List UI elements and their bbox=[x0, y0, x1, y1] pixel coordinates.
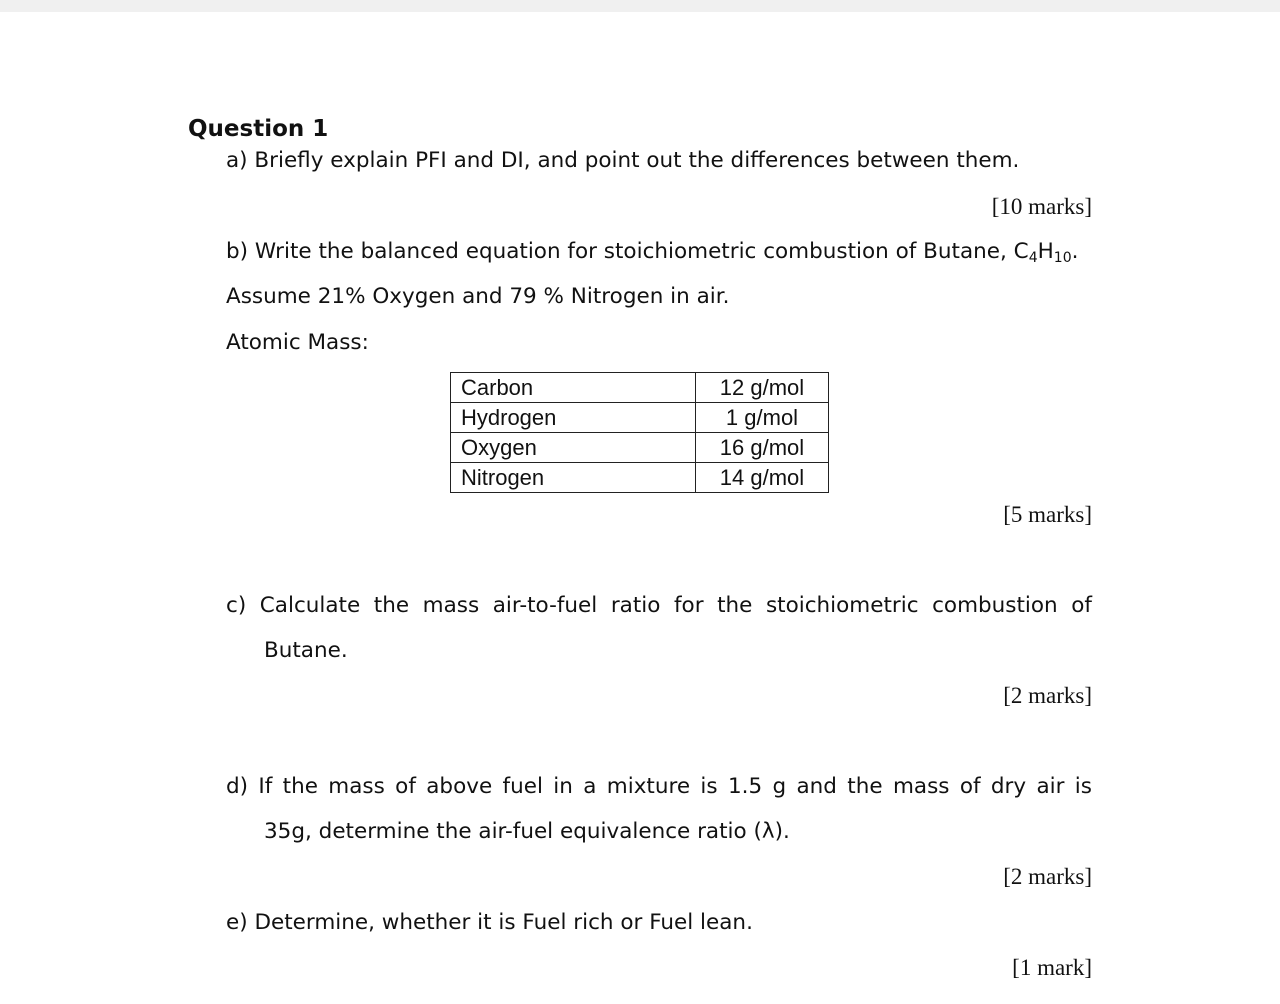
atomic-mass-table bbox=[450, 372, 829, 493]
table-row bbox=[451, 403, 829, 433]
part-d-marks: [2 marks] bbox=[1003, 864, 1092, 889]
element-cell: Hydrogen bbox=[451, 403, 696, 433]
part-b-text-before: b) Write the balanced equation for stoichiometric combustion of Butane, C bbox=[226, 239, 1029, 264]
part-d-line2: 35g, determine the air-fuel equivalence ratio (λ). bbox=[264, 819, 790, 844]
element-cell: Nitrogen bbox=[451, 463, 696, 493]
part-d-line1-text: d) If the mass of above fuel in a mixture is 1.5 g and the mass of dry air is bbox=[226, 774, 1092, 799]
part-b-atomic-mass-label: Atomic Mass: bbox=[226, 330, 369, 355]
top-strip bbox=[0, 0, 1280, 12]
part-b-marks: [5 marks] bbox=[1003, 502, 1092, 527]
part-c-line1-text: c) Calculate the mass air-to-fuel ratio for the stoichiometric combustion of bbox=[226, 593, 1092, 618]
part-b-subscript-10: 10 bbox=[1053, 250, 1072, 266]
part-b-text-after: . bbox=[1071, 239, 1079, 264]
element-cell: Carbon bbox=[451, 373, 696, 403]
table-row bbox=[451, 433, 829, 463]
table-row bbox=[451, 463, 829, 493]
part-c-line2: Butane. bbox=[264, 638, 348, 663]
part-b-text-mid: H bbox=[1037, 239, 1054, 264]
mass-cell: 1 g/mol bbox=[696, 403, 829, 433]
mass-cell: 16 g/mol bbox=[696, 433, 829, 463]
part-b-text bbox=[226, 239, 1078, 266]
mass-cell: 14 g/mol bbox=[696, 463, 829, 493]
part-a-text: a) Briefly explain PFI and DI, and point out the differences between them. bbox=[226, 148, 1020, 173]
part-d-line1 bbox=[226, 774, 1092, 799]
part-e-text: e) Determine, whether it is Fuel rich or Fuel lean. bbox=[226, 910, 753, 935]
part-e-marks: [1 mark] bbox=[1012, 955, 1092, 980]
mass-cell: 12 g/mol bbox=[696, 373, 829, 403]
part-c-line1 bbox=[226, 593, 1092, 618]
part-a-marks: [10 marks] bbox=[991, 194, 1092, 219]
part-b-subscript-4: 4 bbox=[1028, 250, 1038, 266]
part-b-assumption: Assume 21% Oxygen and 79 % Nitrogen in air. bbox=[226, 284, 730, 309]
part-c-marks: [2 marks] bbox=[1003, 683, 1092, 708]
element-cell: Oxygen bbox=[451, 433, 696, 463]
question-title: Question 1 bbox=[188, 116, 329, 142]
table-row bbox=[451, 373, 829, 403]
